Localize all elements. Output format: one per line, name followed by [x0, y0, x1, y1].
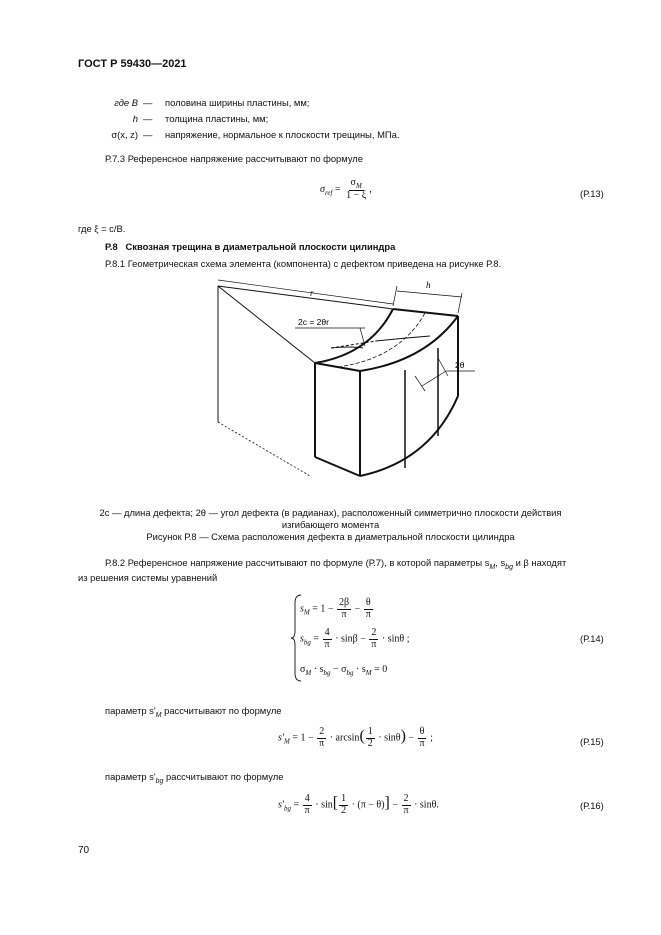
- definition-dash: —: [143, 97, 153, 108]
- paragraph-p82: Р.8.2 Референсное напряжение рассчитывают по формуле (Р.7), в которой параметры $s_M$, $s_{bg}$ и β находят: [105, 557, 567, 571]
- definition-row: [88, 113, 588, 127]
- paragraph-p73: Р.7.3 Референсное напряжение рассчитывают по формуле: [105, 153, 363, 164]
- eq14-row1: $s_M = 1$ − $\frac{2\beta}{\pi}$ − $\frac{\theta}{\pi}$: [300, 597, 371, 620]
- figure-dim-r: [218, 280, 393, 304]
- figure-edge: [218, 422, 310, 476]
- section-number: Р.8: [105, 241, 118, 252]
- paragraph-param-sbg: параметр $s'_{bg}$ рассчитывают по формуле: [105, 771, 284, 785]
- section-heading: [105, 241, 395, 252]
- figure-dim-2theta: [422, 371, 446, 386]
- page-number: 70: [78, 845, 90, 856]
- figure-dim-h: [397, 291, 462, 297]
- definition-symbol: где B: [114, 97, 138, 108]
- equation-number: (Р.15): [580, 736, 604, 747]
- figure-edge: [218, 286, 393, 309]
- definition-dash: —: [143, 113, 153, 124]
- figure-caption-line1: 2c — длина дефекта; 2θ — угол дефекта (в радианах), расположенный симметрично плоскости действия: [99, 507, 562, 518]
- figure-caption-title: Рисунок Р.8 — Схема расположения дефекта в диаметральной плоскости цилиндра: [146, 531, 515, 542]
- definition-row: [88, 97, 588, 111]
- definition-symbol: h: [132, 113, 138, 124]
- figure-label-2theta: 2θ: [455, 360, 465, 370]
- figure-crack-edge: [376, 336, 430, 341]
- figure-edge: [315, 457, 360, 476]
- paragraph-p81: Р.8.1 Геометрическая схема элемента (компонента) с дефектом приведена на рисунке Р.8.: [105, 258, 502, 269]
- figure-arc-inner: [360, 316, 458, 371]
- figure-caption-line2: изгибающего момента: [281, 519, 380, 530]
- equation-p15: $s'_M = 1$ − $\frac{2}{\pi}$ · arcsin( $\frac{1}{2}$ · sinθ) − $\frac{\theta}{\pi}$ ;: [278, 726, 433, 749]
- figure-crack-edge: [331, 347, 363, 348]
- figure-label-2c: 2c = 2θr: [298, 317, 329, 327]
- figure-top-edge: [393, 309, 458, 316]
- equation-p16: $s'_{bg}$ = $\frac{4}{\pi}$ · sin[ $\frac{1}{2}$ · (π − θ)] − $\frac{2}{\pi}$ · sinθ.: [278, 793, 439, 816]
- definition-symbol: σ(x, z): [111, 129, 138, 140]
- eq13-lhs: $\sigma_{ref}$: [320, 184, 333, 198]
- eq14-row3: $\sigma_M \cdot s_{bg} - \sigma_{bg} \cdot s_M = 0$: [300, 664, 388, 677]
- figure-cylinder-crack: [200, 276, 480, 496]
- equation-p13: $\sigma_{ref}$ = $\frac{\sigma_M}{1 - \xi}$ ,: [320, 177, 372, 202]
- paragraph-param-sM: параметр $s'_M$ рассчитывают по формуле: [105, 705, 282, 719]
- paragraph-p82-line2: из решения системы уравнений: [78, 572, 218, 583]
- eq13-fraction: $\frac{\sigma_M}{1 - \xi}$: [346, 177, 367, 202]
- section-title: Сквозная трещина в диаметральной плоскости цилиндра: [125, 241, 396, 252]
- definition-dash: —: [143, 129, 153, 140]
- equation-number: (Р.14): [580, 633, 604, 644]
- paragraph-where-xi: где ξ = c/B.: [78, 223, 126, 234]
- definition-text: толщина пластины, мм;: [165, 113, 269, 124]
- equation-number: (Р.16): [580, 800, 604, 811]
- figure-label-h: h: [426, 280, 431, 290]
- figure-label-r: r: [310, 288, 314, 298]
- figure-bottom-arc: [360, 396, 458, 476]
- document-header: ГОСТ Р 59430—2021: [78, 58, 187, 70]
- definition-row: [88, 129, 588, 143]
- equation-number: (Р.13): [580, 188, 604, 199]
- definition-text: напряжение, нормальное к плоскости трещины, МПа.: [165, 129, 400, 140]
- definition-text: половина ширины пластины, мм;: [165, 97, 310, 108]
- eq14-row2: $s_{bg}$ = $\frac{4}{\pi}$ · sinβ − $\frac{2}{\pi}$ · sinθ ;: [300, 627, 410, 650]
